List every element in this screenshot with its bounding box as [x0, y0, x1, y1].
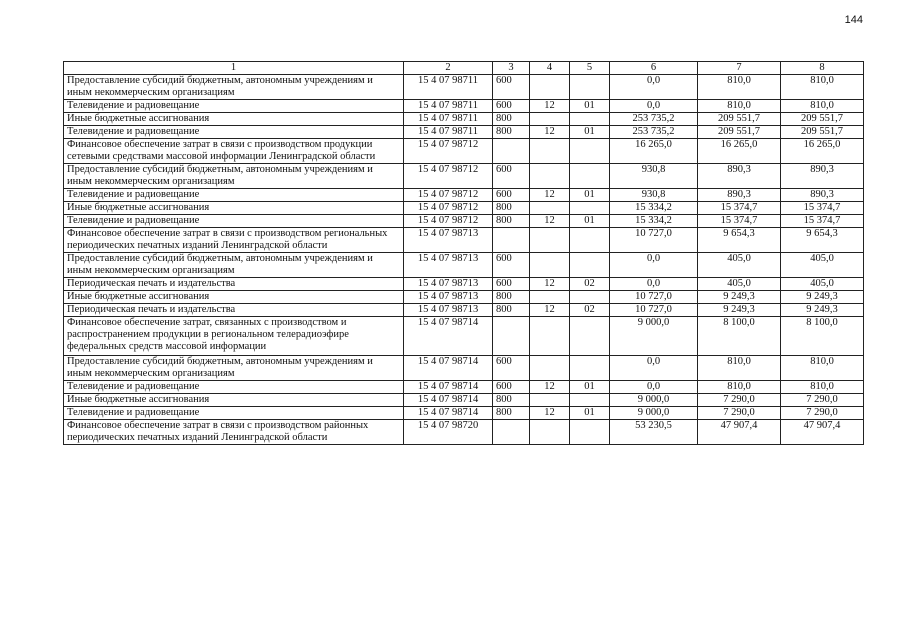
- row-expense-type-cell: [493, 139, 530, 164]
- column-header: 6: [610, 62, 698, 75]
- row-value-cell: 15 334,2: [610, 202, 698, 215]
- row-subsection-cell: 01: [570, 407, 610, 420]
- row-value-cell: 16 265,0: [781, 139, 864, 164]
- row-subsection-cell: [570, 394, 610, 407]
- column-header: 2: [404, 62, 493, 75]
- table-row: [64, 356, 864, 381]
- row-value-cell: 10 727,0: [610, 228, 698, 253]
- table-row: [64, 304, 864, 317]
- row-subsection-cell: 01: [570, 100, 610, 113]
- table-row: [64, 202, 864, 215]
- table-row: [64, 420, 864, 445]
- row-value-cell: 209 551,7: [781, 113, 864, 126]
- row-code-cell: 15 4 07 98713: [404, 278, 493, 291]
- row-name-cell: Финансовое обеспечение затрат, связанных с производством и распространением продукции в региональном телерадиоэфире федеральных средств массовой информации: [64, 317, 404, 356]
- table-row: [64, 407, 864, 420]
- row-value-cell: 9 249,3: [698, 291, 781, 304]
- row-value-cell: 810,0: [698, 100, 781, 113]
- column-header: 1: [64, 62, 404, 75]
- row-value-cell: 47 907,4: [781, 420, 864, 445]
- table-row: [64, 253, 864, 278]
- row-section-cell: [530, 139, 570, 164]
- row-value-cell: 9 249,3: [698, 304, 781, 317]
- row-name-cell: Финансовое обеспечение затрат в связи с производством продукции сетевыми средствами массовой информации Ленинградской области: [64, 139, 404, 164]
- row-value-cell: 9 654,3: [698, 228, 781, 253]
- row-subsection-cell: 02: [570, 304, 610, 317]
- row-subsection-cell: [570, 228, 610, 253]
- row-code-cell: 15 4 07 98712: [404, 215, 493, 228]
- row-section-cell: [530, 202, 570, 215]
- row-name-cell: Предоставление субсидий бюджетным, автономным учреждениям и иным некоммерческим организациям: [64, 75, 404, 100]
- row-value-cell: 405,0: [781, 278, 864, 291]
- row-expense-type-cell: 800: [493, 304, 530, 317]
- page-number: 144: [844, 14, 863, 26]
- row-code-cell: 15 4 07 98714: [404, 317, 493, 356]
- row-section-cell: [530, 420, 570, 445]
- row-expense-type-cell: [493, 317, 530, 356]
- row-expense-type-cell: 800: [493, 291, 530, 304]
- row-value-cell: 405,0: [781, 253, 864, 278]
- table-row: [64, 126, 864, 139]
- budget-table: [63, 61, 864, 445]
- column-header: 3: [493, 62, 530, 75]
- table-row: [64, 100, 864, 113]
- row-value-cell: 0,0: [610, 381, 698, 394]
- row-value-cell: 53 230,5: [610, 420, 698, 445]
- row-value-cell: 890,3: [698, 164, 781, 189]
- row-section-cell: [530, 394, 570, 407]
- row-expense-type-cell: 800: [493, 113, 530, 126]
- row-value-cell: 209 551,7: [781, 126, 864, 139]
- row-name-cell: Периодическая печать и издательства: [64, 278, 404, 291]
- row-expense-type-cell: 800: [493, 215, 530, 228]
- row-name-cell: Телевидение и радиовещание: [64, 189, 404, 202]
- table-row: [64, 291, 864, 304]
- table-row: [64, 278, 864, 291]
- row-name-cell: Финансовое обеспечение затрат в связи с производством районных периодических печатных изданий Ленинградской области: [64, 420, 404, 445]
- row-value-cell: 47 907,4: [698, 420, 781, 445]
- table-row: [64, 394, 864, 407]
- row-code-cell: 15 4 07 98711: [404, 113, 493, 126]
- row-section-cell: 12: [530, 304, 570, 317]
- row-value-cell: 810,0: [698, 75, 781, 100]
- row-code-cell: 15 4 07 98712: [404, 164, 493, 189]
- row-expense-type-cell: 600: [493, 278, 530, 291]
- row-value-cell: 810,0: [698, 356, 781, 381]
- row-value-cell: 209 551,7: [698, 113, 781, 126]
- row-section-cell: [530, 228, 570, 253]
- row-section-cell: 12: [530, 215, 570, 228]
- row-subsection-cell: 02: [570, 278, 610, 291]
- row-value-cell: 7 290,0: [781, 407, 864, 420]
- row-value-cell: 8 100,0: [698, 317, 781, 356]
- row-subsection-cell: [570, 75, 610, 100]
- row-value-cell: 890,3: [698, 189, 781, 202]
- row-code-cell: 15 4 07 98711: [404, 126, 493, 139]
- row-code-cell: 15 4 07 98713: [404, 304, 493, 317]
- row-subsection-cell: [570, 291, 610, 304]
- row-expense-type-cell: 600: [493, 253, 530, 278]
- row-code-cell: 15 4 07 98714: [404, 381, 493, 394]
- row-value-cell: 7 290,0: [698, 394, 781, 407]
- row-name-cell: Предоставление субсидий бюджетным, автономным учреждениям и иным некоммерческим организациям: [64, 356, 404, 381]
- row-expense-type-cell: 600: [493, 356, 530, 381]
- row-section-cell: 12: [530, 407, 570, 420]
- row-value-cell: 890,3: [781, 164, 864, 189]
- table-row: [64, 189, 864, 202]
- table-row: [64, 113, 864, 126]
- table-row: [64, 75, 864, 100]
- row-expense-type-cell: 800: [493, 407, 530, 420]
- row-subsection-cell: [570, 139, 610, 164]
- row-value-cell: 9 000,0: [610, 394, 698, 407]
- row-section-cell: 12: [530, 278, 570, 291]
- table-row: [64, 164, 864, 189]
- row-value-cell: 209 551,7: [698, 126, 781, 139]
- row-value-cell: 7 290,0: [781, 394, 864, 407]
- row-name-cell: Телевидение и радиовещание: [64, 407, 404, 420]
- row-code-cell: 15 4 07 98714: [404, 407, 493, 420]
- row-code-cell: 15 4 07 98713: [404, 253, 493, 278]
- row-value-cell: 15 334,2: [610, 215, 698, 228]
- row-value-cell: 16 265,0: [610, 139, 698, 164]
- row-code-cell: 15 4 07 98712: [404, 139, 493, 164]
- row-code-cell: 15 4 07 98714: [404, 356, 493, 381]
- row-subsection-cell: [570, 420, 610, 445]
- row-name-cell: Телевидение и радиовещание: [64, 100, 404, 113]
- row-value-cell: 15 374,7: [781, 215, 864, 228]
- row-value-cell: 0,0: [610, 278, 698, 291]
- row-value-cell: 253 735,2: [610, 113, 698, 126]
- column-header: 4: [530, 62, 570, 75]
- row-value-cell: 15 374,7: [698, 202, 781, 215]
- row-subsection-cell: [570, 202, 610, 215]
- row-value-cell: 9 000,0: [610, 317, 698, 356]
- row-value-cell: 810,0: [698, 381, 781, 394]
- row-expense-type-cell: 800: [493, 394, 530, 407]
- row-name-cell: Предоставление субсидий бюджетным, автономным учреждениям и иным некоммерческим организациям: [64, 164, 404, 189]
- row-section-cell: 12: [530, 189, 570, 202]
- row-code-cell: 15 4 07 98720: [404, 420, 493, 445]
- table-row: [64, 215, 864, 228]
- row-value-cell: 810,0: [781, 356, 864, 381]
- row-section-cell: [530, 291, 570, 304]
- row-name-cell: Иные бюджетные ассигнования: [64, 202, 404, 215]
- row-expense-type-cell: 600: [493, 381, 530, 394]
- row-value-cell: 9 654,3: [781, 228, 864, 253]
- row-subsection-cell: [570, 253, 610, 278]
- table-row: [64, 139, 864, 164]
- header-row: [64, 62, 864, 75]
- row-expense-type-cell: 600: [493, 100, 530, 113]
- row-value-cell: 890,3: [781, 189, 864, 202]
- row-value-cell: 10 727,0: [610, 291, 698, 304]
- column-header: 7: [698, 62, 781, 75]
- table-row: [64, 381, 864, 394]
- row-value-cell: 810,0: [781, 75, 864, 100]
- row-code-cell: 15 4 07 98711: [404, 100, 493, 113]
- row-expense-type-cell: 800: [493, 202, 530, 215]
- row-value-cell: 0,0: [610, 75, 698, 100]
- row-name-cell: Предоставление субсидий бюджетным, автономным учреждениям и иным некоммерческим организациям: [64, 253, 404, 278]
- row-value-cell: 405,0: [698, 253, 781, 278]
- row-section-cell: [530, 164, 570, 189]
- row-section-cell: 12: [530, 126, 570, 139]
- row-section-cell: [530, 75, 570, 100]
- row-subsection-cell: 01: [570, 215, 610, 228]
- row-subsection-cell: 01: [570, 381, 610, 394]
- row-section-cell: [530, 317, 570, 356]
- column-header: 8: [781, 62, 864, 75]
- row-expense-type-cell: 600: [493, 164, 530, 189]
- row-value-cell: 15 374,7: [781, 202, 864, 215]
- row-code-cell: 15 4 07 98713: [404, 291, 493, 304]
- row-name-cell: Иные бюджетные ассигнования: [64, 394, 404, 407]
- row-value-cell: 0,0: [610, 253, 698, 278]
- row-subsection-cell: [570, 317, 610, 356]
- row-name-cell: Телевидение и радиовещание: [64, 381, 404, 394]
- row-name-cell: Периодическая печать и издательства: [64, 304, 404, 317]
- row-code-cell: 15 4 07 98712: [404, 202, 493, 215]
- row-code-cell: 15 4 07 98713: [404, 228, 493, 253]
- row-value-cell: 810,0: [781, 381, 864, 394]
- row-subsection-cell: [570, 356, 610, 381]
- row-value-cell: 0,0: [610, 100, 698, 113]
- row-code-cell: 15 4 07 98714: [404, 394, 493, 407]
- row-subsection-cell: 01: [570, 126, 610, 139]
- row-name-cell: Телевидение и радиовещание: [64, 126, 404, 139]
- row-value-cell: 8 100,0: [781, 317, 864, 356]
- row-code-cell: 15 4 07 98711: [404, 75, 493, 100]
- column-header: 5: [570, 62, 610, 75]
- row-section-cell: [530, 253, 570, 278]
- row-value-cell: 7 290,0: [698, 407, 781, 420]
- table-row: [64, 317, 864, 356]
- row-value-cell: 9 000,0: [610, 407, 698, 420]
- row-subsection-cell: [570, 113, 610, 126]
- row-expense-type-cell: 600: [493, 75, 530, 100]
- row-value-cell: 16 265,0: [698, 139, 781, 164]
- row-name-cell: Телевидение и радиовещание: [64, 215, 404, 228]
- row-expense-type-cell: 800: [493, 126, 530, 139]
- row-subsection-cell: [570, 164, 610, 189]
- row-expense-type-cell: [493, 420, 530, 445]
- row-section-cell: [530, 356, 570, 381]
- row-value-cell: 9 249,3: [781, 304, 864, 317]
- row-value-cell: 405,0: [698, 278, 781, 291]
- row-value-cell: 810,0: [781, 100, 864, 113]
- table-body: [64, 75, 864, 445]
- row-section-cell: [530, 113, 570, 126]
- row-section-cell: 12: [530, 100, 570, 113]
- row-value-cell: 15 374,7: [698, 215, 781, 228]
- row-value-cell: 0,0: [610, 356, 698, 381]
- row-value-cell: 9 249,3: [781, 291, 864, 304]
- row-name-cell: Иные бюджетные ассигнования: [64, 113, 404, 126]
- row-subsection-cell: 01: [570, 189, 610, 202]
- row-value-cell: 930,8: [610, 164, 698, 189]
- row-section-cell: 12: [530, 381, 570, 394]
- table-row: [64, 228, 864, 253]
- row-name-cell: Финансовое обеспечение затрат в связи с производством региональных периодических печатных изданий Ленинградской области: [64, 228, 404, 253]
- row-value-cell: 930,8: [610, 189, 698, 202]
- row-expense-type-cell: 600: [493, 189, 530, 202]
- row-name-cell: Иные бюджетные ассигнования: [64, 291, 404, 304]
- row-expense-type-cell: [493, 228, 530, 253]
- row-value-cell: 253 735,2: [610, 126, 698, 139]
- row-value-cell: 10 727,0: [610, 304, 698, 317]
- row-code-cell: 15 4 07 98712: [404, 189, 493, 202]
